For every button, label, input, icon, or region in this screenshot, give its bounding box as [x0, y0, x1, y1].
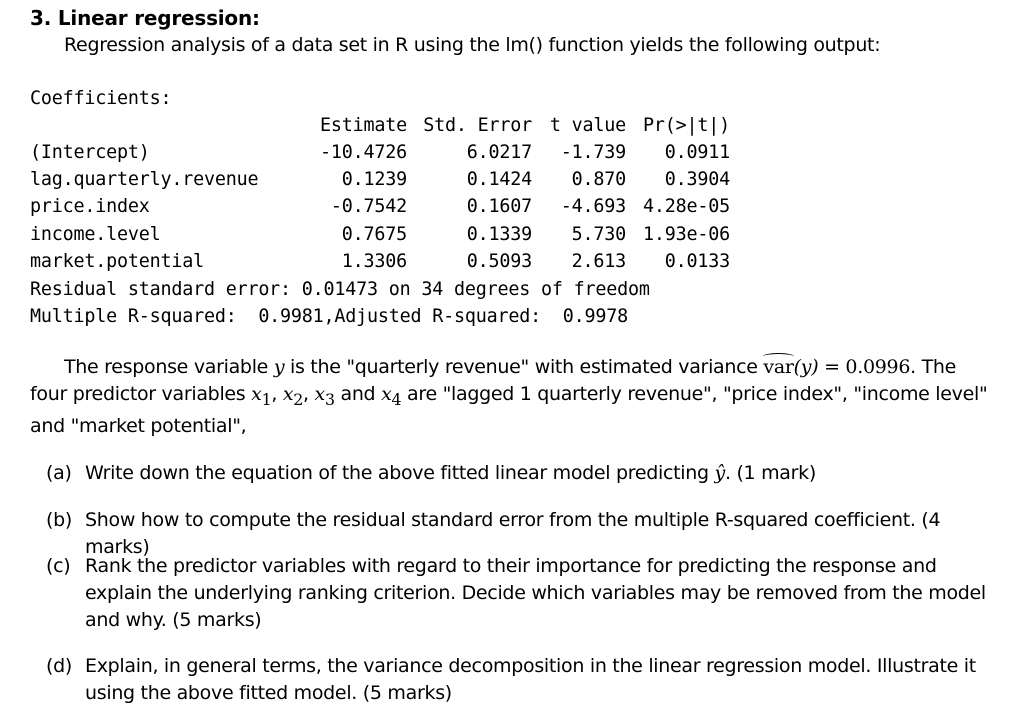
question-title: 3. Linear regression: — [30, 6, 260, 30]
row-estimate: -0.7542 — [330, 196, 407, 217]
r-squared-line: Multiple R-squared: 0.9981,Adjusted R-squared: 0.9978 — [30, 306, 628, 327]
row-p-value: 0.0133 — [664, 251, 730, 272]
row-std-error: 0.5093 — [466, 251, 532, 272]
coefficients-header — [30, 115, 730, 141]
part-text: Explain, in general terms, the variance decomposition in the linear regression model. Illustrate it using the above fitted model. (5 marks) — [85, 655, 976, 704]
row-t-value: -1.739 — [560, 142, 626, 163]
part-label: (b) — [46, 509, 72, 531]
row-p-value: 4.28e-05 — [643, 196, 730, 217]
table-row — [30, 196, 730, 222]
row-estimate: 0.7675 — [341, 224, 407, 245]
part-c — [46, 553, 996, 635]
row-t-value: 0.870 — [571, 169, 626, 190]
residual-standard-error-line: Residual standard error: 0.01473 on 34 degrees of freedom — [30, 279, 650, 300]
part-label: (c) — [46, 555, 71, 577]
table-row — [30, 251, 730, 277]
row-std-error: 6.0217 — [466, 142, 532, 163]
part-text: Write down the equation of the above fitted linear model predicting ŷ. (1 mark) — [85, 462, 816, 484]
row-name: (Intercept) — [30, 142, 150, 163]
row-name: income.level — [30, 224, 161, 245]
description-paragraph: The response variable y is the "quarterly revenue" with estimated variance var(y) = 0.0996. The four predictor variables $x_1$, $x_2$, $x_3$ and $x_4$ are "lagged 1 quarterly revenue", "price index", "income level" and "market potential", — [30, 356, 988, 437]
header-estimate: Estimate — [320, 115, 407, 136]
coefficients-label: Coefficients: — [30, 88, 172, 109]
row-p-value: 0.0911 — [664, 142, 730, 163]
row-estimate: 1.3306 — [341, 251, 407, 272]
row-name: market.potential — [30, 251, 204, 272]
question-intro: Regression analysis of a data set in R using the lm() function yields the following output: — [64, 34, 881, 56]
row-name: lag.quarterly.revenue — [30, 169, 259, 190]
header-t-value: t value — [549, 115, 626, 136]
row-p-value: 0.3904 — [664, 169, 730, 190]
row-t-value: 2.613 — [571, 251, 626, 272]
table-row — [30, 169, 730, 195]
part-label: (a) — [46, 462, 72, 484]
part-a — [46, 460, 996, 488]
row-std-error: 0.1339 — [466, 224, 532, 245]
part-text: Rank the predictor variables with regard to their importance for predicting the response and explain the underlying ranking criterion. Decide which variables may be removed from the model and why. (5 marks) — [85, 555, 986, 631]
header-p-value: Pr(>|t|) — [643, 115, 730, 136]
row-std-error: 0.1424 — [466, 169, 532, 190]
row-estimate: -10.4726 — [320, 142, 407, 163]
row-p-value: 1.93e-06 — [643, 224, 730, 245]
row-estimate: 0.1239 — [341, 169, 407, 190]
part-label: (d) — [46, 655, 72, 677]
table-row — [30, 142, 730, 168]
table-row — [30, 224, 730, 250]
row-t-value: 5.730 — [571, 224, 626, 245]
row-name: price.index — [30, 196, 150, 217]
row-std-error: 0.1607 — [466, 196, 532, 217]
part-d — [46, 653, 996, 709]
row-t-value: -4.693 — [560, 196, 626, 217]
part-text: Show how to compute the residual standard error from the multiple R-squared coefficient. (4 marks) — [85, 509, 941, 558]
header-std-error: Std. Error — [423, 115, 532, 136]
part-b — [46, 507, 996, 558]
